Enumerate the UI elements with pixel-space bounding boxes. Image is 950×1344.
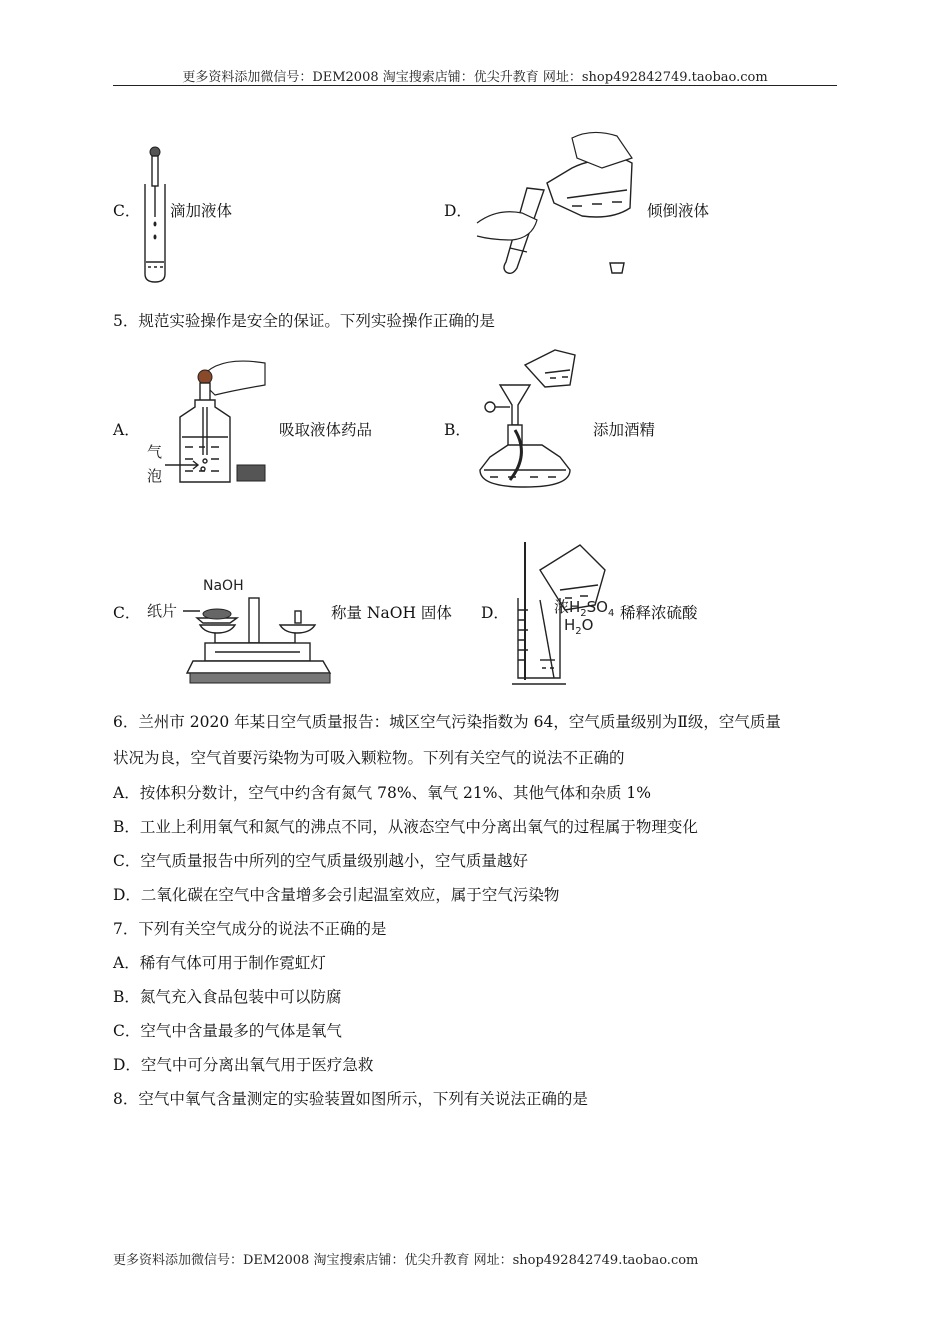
q7-option-a: A．稀有气体可用于制作霓虹灯 [113, 954, 326, 972]
alcohol-lamp-funnel-figure [470, 345, 580, 490]
page-footer: 更多资料添加微信号：DEM2008 淘宝搜索店铺：优尖升教育 网址：shop492842749.taobao.com [113, 1253, 699, 1268]
q6-option-a: A．按体积分数计，空气中约含有氮气 78%、氧气 21%、其他气体和杂质 1% [113, 784, 651, 802]
q4-option-d-letter: D． [444, 202, 472, 220]
q4-option-c-letter: C． [113, 202, 141, 220]
q6-option-d: D．二氧化碳在空气中含量增多会引起温室效应，属于空气污染物 [113, 886, 560, 904]
q7-option-c: C．空气中含量最多的气体是氧气 [113, 1022, 342, 1040]
q8-stem: 8．空气中氧气含量测定的实验装置如图所示，下列有关说法正确的是 [113, 1090, 588, 1108]
q5-stem: 5．规范实验操作是安全的保证。下列实验操作正确的是 [113, 312, 495, 330]
page-header: 更多资料添加微信号：DEM2008 淘宝搜索店铺：优尖升教育 网址：shop492842749.taobao.com [182, 70, 768, 85]
q5-option-a-letter: A． [113, 421, 140, 439]
dropper-bottle-bubbles-figure [145, 355, 270, 490]
pouring-liquid-figure [472, 128, 642, 278]
q4-option-c-text: 滴加液体 [170, 202, 233, 220]
q5-option-c-text: 称量 NaOH 固体 [331, 604, 452, 622]
bubble-label-qi: 气 [147, 443, 163, 461]
q7-stem: 7．下列有关空气成分的说法不正确的是 [113, 920, 387, 938]
q6-option-c: C．空气质量报告中所列的空气质量级别越小，空气质量越好 [113, 852, 528, 870]
paper-label: 纸片 [147, 602, 178, 620]
water-label: $H_2O$ [564, 616, 594, 637]
q7-option-b: B．氮气充入食品包装中可以防腐 [113, 988, 342, 1006]
balance-naoh-figure [145, 573, 330, 688]
diluting-sulfuric-acid-figure [510, 540, 625, 688]
q6-stem-line2: 状况为良，空气首要污染物为可吸入颗粒物。下列有关空气的说法不正确的 [113, 749, 625, 767]
acid-label: 浓$H_2SO_4$ [554, 598, 615, 619]
q5-option-d-text: 稀释浓硫酸 [620, 604, 698, 622]
header-divider [113, 85, 837, 86]
q6-option-b: B．工业上利用氧气和氮气的沸点不同，从液态空气中分离出氧气的过程属于物理变化 [113, 818, 698, 836]
q5-option-d-letter: D． [481, 604, 509, 622]
q4-option-d-text: 倾倒液体 [647, 202, 710, 220]
q5-option-b-letter: B． [444, 421, 471, 439]
dropper-test-tube-figure [140, 142, 170, 284]
q7-option-d: D．空气中可分离出氧气用于医疗急救 [113, 1056, 374, 1074]
q5-option-b-text: 添加酒精 [593, 421, 656, 439]
q5-option-a-text: 吸取液体药品 [279, 421, 373, 439]
naoh-label: NaOH [203, 578, 244, 594]
q5-option-c-letter: C． [113, 604, 141, 622]
q6-stem-line1: 6．兰州市 2020 年某日空气质量报告：城区空气污染指数为 64，空气质量级别为Ⅱ级，空气质量 [113, 713, 781, 731]
bubble-label-pao: 泡 [147, 467, 163, 485]
